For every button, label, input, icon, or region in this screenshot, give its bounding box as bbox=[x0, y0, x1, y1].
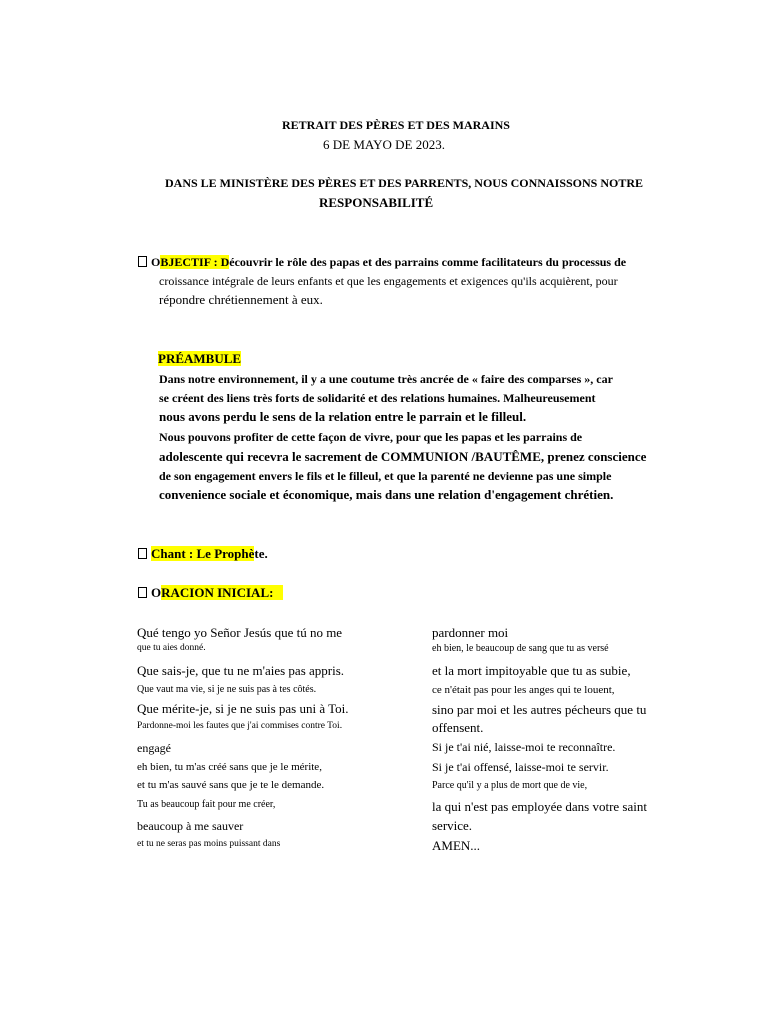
prayer-left-line: beaucoup à me sauver bbox=[137, 819, 244, 833]
prayer-left-line: que tu aies donné. bbox=[137, 643, 206, 653]
objectif-text-3: répondre chrétiennement à eux. bbox=[159, 292, 323, 307]
prayer-left-line: Tu as beaucoup fait pour me créer, bbox=[137, 799, 276, 810]
objectif-label-o: O bbox=[151, 255, 161, 269]
preambule-line: adolescente qui recevra le sacrement de COMMUNION /BAUTÊME, prenez conscience bbox=[159, 449, 647, 464]
prayer-right-line: ce n'était pas pour les anges qui te louent, bbox=[432, 684, 615, 696]
square-bullet-icon bbox=[138, 548, 147, 559]
section-subtitle-line1: DANS LE MINISTÈRE DES PÈRES ET DES PARRENTS, NOUS CONNAISSONS NOTRE bbox=[165, 176, 644, 190]
prayer-right-line: service. bbox=[432, 818, 473, 833]
preambule-line: nous avons perdu le sens de la relation entre le parrain et le filleul. bbox=[159, 409, 527, 424]
prayer-left-line: Que vaut ma vie, si je ne suis pas à tes côtés. bbox=[137, 684, 317, 695]
prayer-right-line: Si je t'ai offensé, laisse-moi te servir. bbox=[432, 760, 609, 774]
prayer-right-line: AMEN... bbox=[432, 838, 481, 853]
preambule-line: se créent des liens très forts de solidarité et des relations humaines. Malheureusement bbox=[159, 391, 596, 405]
preambule-line: convenience sociale et économique, mais dans une relation d'engagement chrétien. bbox=[159, 487, 614, 502]
prayer-left-line: Que sais-je, que tu ne m'aies pas appris. bbox=[137, 663, 345, 678]
oracion-label: RACION INICIAL: bbox=[161, 585, 284, 600]
objectif-label: BJECTIF : D bbox=[160, 255, 230, 269]
preambule-line: de son engagement envers le fils et le filleul, et que la parenté ne devienne pas une simple bbox=[159, 469, 612, 483]
chant-line bbox=[138, 546, 268, 562]
objectif-text-1: écouvrir le rôle des papas et des parrains comme facilitateurs du processus de bbox=[229, 255, 627, 269]
prayer-left-line: eh bien, tu m'as créé sans que je le mérite, bbox=[137, 761, 322, 773]
prayer-left-line: et tu ne seras pas moins puissant dans bbox=[137, 839, 281, 849]
square-bullet-icon bbox=[138, 256, 147, 267]
preambule-line: Nous pouvons profiter de cette façon de vivre, pour que les papas et les parrains de bbox=[159, 430, 583, 444]
oracion-label-o: O bbox=[151, 585, 162, 600]
chant-label: Chant : Le Prophè bbox=[151, 546, 255, 561]
prayer-right-line: offensent. bbox=[432, 720, 484, 735]
preambule-heading bbox=[158, 351, 241, 367]
prayer-right-line: Parce qu'il y a plus de mort que de vie, bbox=[432, 780, 588, 791]
prayer-right-line: sino par moi et les autres pécheurs que tu bbox=[432, 702, 647, 717]
square-bullet-icon bbox=[138, 587, 147, 598]
prayer-right-line: la qui n'est pas employée dans votre saint bbox=[432, 799, 647, 814]
prayer-right-line: pardonner moi bbox=[432, 625, 509, 640]
prayer-right-line: et la mort impitoyable que tu as subie, bbox=[432, 663, 631, 678]
prayer-left-line: engagé bbox=[137, 741, 171, 755]
prayer-left-line: Pardonne-moi les fautes que j'ai commises contre Toi. bbox=[137, 721, 343, 731]
oracion-line bbox=[138, 585, 283, 601]
prayer-right-line: eh bien, le beaucoup de sang que tu as versé bbox=[432, 643, 609, 654]
chant-label-tail: te. bbox=[254, 546, 268, 561]
preambule-line: Dans notre environnement, il y a une coutume très ancrée de « faire des comparses », car bbox=[159, 372, 613, 386]
prayer-left-line: Qué tengo yo Señor Jesús que tú no me bbox=[137, 625, 343, 640]
objectif-line bbox=[138, 255, 626, 270]
document-date: 6 DE MAYO DE 2023. bbox=[323, 137, 445, 152]
document-title: RETRAIT DES PÈRES ET DES MARAINS bbox=[282, 118, 510, 132]
section-subtitle-line2: RESPONSABILITÉ bbox=[319, 195, 434, 210]
preambule-heading-text: PRÉAMBULE bbox=[158, 351, 242, 366]
prayer-left-line: et tu m'as sauvé sans que je te le demande. bbox=[137, 779, 325, 791]
objectif-text-2: croissance intégrale de leurs enfants et que les engagements et exigences qu'ils acquièrent, pour bbox=[159, 274, 618, 288]
prayer-right-line: Si je t'ai nié, laisse-moi te reconnaître. bbox=[432, 740, 616, 754]
prayer-left-line: Que mérite-je, si je ne suis pas uni à Toi. bbox=[137, 701, 349, 716]
